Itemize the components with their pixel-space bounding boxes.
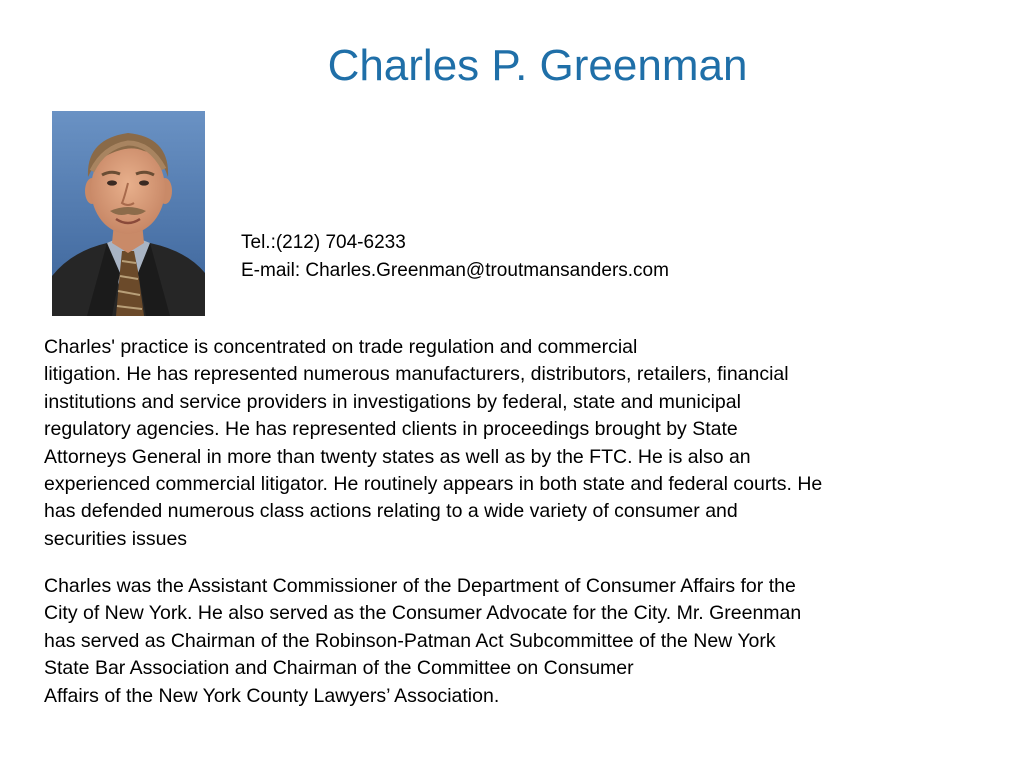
bio-paragraph-2 bbox=[44, 573, 984, 710]
bio-line: regulatory agencies. He has represented clients in proceedings brought by State bbox=[44, 418, 738, 441]
bio-line: Affairs of the New York County Lawyers’ Association. bbox=[44, 684, 500, 707]
email-address: E-mail: Charles.Greenman@troutmansanders.com bbox=[241, 260, 669, 281]
bio-line: securities issues bbox=[44, 527, 188, 550]
contact-block bbox=[241, 229, 669, 285]
bio-line: Charles' practice is concentrated on trade regulation and commercial bbox=[44, 336, 638, 358]
bio-line: State Bar Association and Chairman of the Committee on Consumer bbox=[44, 657, 634, 680]
bio-line: has defended numerous class actions relating to a wide variety of consumer and bbox=[44, 500, 738, 523]
bio-line: has served as Chairman of the Robinson-Patman Act Subcommittee of the New York bbox=[44, 629, 776, 652]
bio-line: City of New York. He also served as the Consumer Advocate for the City. Mr. Greenman bbox=[44, 602, 802, 625]
bio-line: experienced commercial litigator. He routinely appears in both state and federal courts. He bbox=[44, 473, 823, 496]
bio-line: Charles was the Assistant Commissioner of the Department of Consumer Affairs for the bbox=[44, 575, 796, 597]
bio-line: litigation. He has represented numerous manufacturers, distributors, retailers, financial bbox=[44, 363, 789, 386]
portrait-illustration bbox=[52, 111, 205, 316]
page-title: Charles P. Greenman bbox=[327, 41, 748, 90]
bio-paragraph-1 bbox=[44, 334, 984, 553]
bio-line: institutions and service providers in investigations by federal, state and municipal bbox=[44, 390, 741, 413]
phone-number: Tel.:(212) 704-6233 bbox=[241, 232, 406, 253]
portrait-photo bbox=[52, 111, 205, 316]
bio-line: Attorneys General in more than twenty states as well as by the FTC. He is also an bbox=[44, 445, 751, 468]
